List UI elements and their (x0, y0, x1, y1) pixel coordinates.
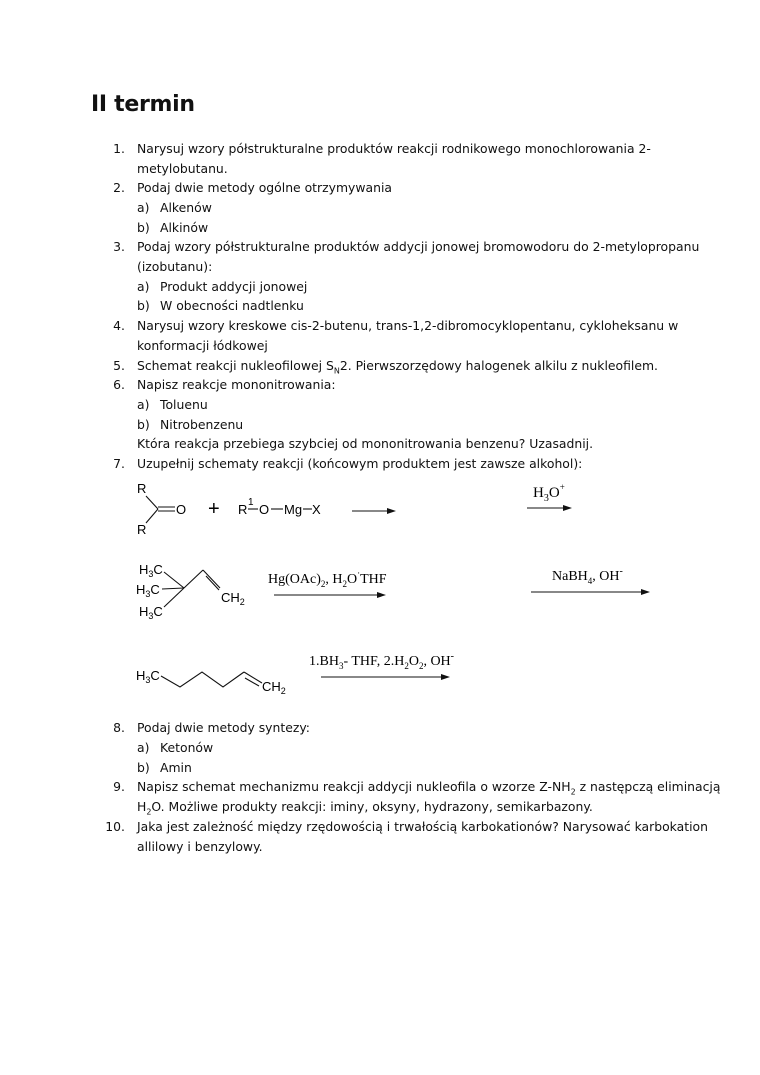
question-number: 1. (113, 141, 125, 156)
ch2-terminal: $CH_2$ (262, 679, 286, 696)
question-text-continued: $H_2O$. Możliwe produkty reakcji: iminy, oksyny, hydrazony, semikarbazony. (137, 799, 593, 817)
question-text: Narysuj wzory kreskowe cis-2-butenu, trans-1,2-dibromocyklopentanu, cykloheksanu w (137, 318, 679, 333)
question-text: Narysuj wzory półstrukturalne produktów reakcji rodnikowego monochlorowania 2- (137, 141, 651, 156)
bond (162, 588, 184, 589)
carbon-chain (161, 672, 244, 687)
grignard-halogen: X (312, 502, 321, 517)
double-bond-outer (203, 570, 220, 588)
double-bond-inner (206, 576, 219, 590)
reagent-h3o: $H_3O^+$ (533, 482, 565, 504)
question-text: Napisz schemat mechanizmu reakcji addycji nukleofila o wzorze $Z-NH_2$ z następczą eliminacją (137, 779, 721, 797)
arrow-head (387, 508, 396, 514)
ketone-r-bottom: R (137, 522, 147, 537)
question-text: Podaj dwie metody syntezy: (137, 720, 310, 735)
grignard-oxygen: O (259, 502, 270, 517)
question-number: 10. (105, 819, 125, 834)
subitem-label: b) (137, 760, 150, 775)
double-bond-inner (245, 678, 259, 686)
subitem-text: W obecności nadtlenku (160, 298, 304, 313)
reagent-hydroboration: $1.BH_3-$ THF, $2.H_2O_2$, OH- (309, 651, 455, 671)
arrow-head (563, 505, 572, 511)
double-bond-outer (244, 672, 262, 683)
question-followup: Która reakcja przebiega szybciej od mononitrowania benzenu? Uzasadnij. (137, 436, 594, 451)
bond (146, 496, 158, 509)
question-text-continued: allilowy i benzylowy. (137, 839, 263, 854)
subitem-text: Alkinów (160, 220, 209, 235)
subitem-label: b) (137, 220, 150, 235)
question-number: 2. (113, 180, 125, 195)
scheme-2 (136, 562, 650, 621)
arrow-head (377, 592, 386, 598)
plus-sign: + (208, 498, 220, 520)
question-number: 4. (113, 318, 125, 333)
ketone-oxygen: O (176, 502, 187, 517)
scheme-3 (136, 651, 454, 696)
subitem-text: Produkt addycji jonowej (160, 279, 308, 294)
question-text: Podaj wzory półstrukturalne produktów addycji jonowej bromowodoru do 2-metylopropanu (137, 239, 700, 254)
question-text: Jaka jest zależność między rzędowością i trwałością karbokationów? Narysować karbokation (137, 819, 708, 834)
question-text-continued: konformacji łódkowej (137, 338, 268, 353)
reagent-nabh4: NaBH$_4$, OH- (552, 566, 623, 586)
question-number: 7. (113, 456, 125, 471)
arrow-head (641, 589, 650, 595)
methyl-group-top: $H_3C$ (139, 562, 163, 579)
ketone-r-top: R (137, 481, 147, 496)
subitem-text: Ketonów (160, 740, 214, 755)
question-text-continued: metylobutanu. (137, 161, 228, 176)
methyl-group-bottom: $H_3C$ (139, 604, 163, 621)
subitem-label: b) (137, 298, 150, 313)
reaction-schemes-figure (0, 470, 760, 710)
question-number: 8. (113, 720, 125, 735)
reagent-hg-oac: $Hg(OAc)_2$, $H_2O^\cdot THF$ (268, 568, 387, 589)
bond (164, 572, 184, 588)
question-text: Schemat reakcji nukleofilowej $S_N2$. Pierwszorzędowy halogenek alkilu z nukleofilem. (137, 358, 658, 376)
page-title: II termin (91, 92, 195, 117)
question-text: Podaj dwie metody ogólne otrzymywania (137, 180, 392, 195)
subitem-text: Nitrobenzenu (160, 417, 244, 432)
subitem-text: Alkenów (160, 200, 212, 215)
methyl-group: $H_3C$ (136, 668, 160, 685)
grignard-r: R (238, 502, 248, 517)
subitem-label: a) (137, 740, 150, 755)
subitem-label: a) (137, 200, 150, 215)
question-text-continued: (izobutanu): (137, 259, 213, 274)
subitem-text: Toluenu (160, 397, 208, 412)
methyl-group-middle: $H_3C$ (136, 582, 160, 599)
question-text: Napisz reakcje mononitrowania: (137, 377, 336, 392)
subitem-text: Amin (160, 760, 192, 775)
arrow-head (441, 674, 450, 680)
ch2-terminal: $CH_2$ (221, 590, 245, 607)
subitem-label: a) (137, 397, 150, 412)
bond (146, 509, 158, 523)
question-number: 5. (113, 358, 125, 373)
question-text: Uzupełnij schematy reakcji (końcowym produktem jest zawsze alkohol): (137, 456, 583, 471)
grignard-superscript: 1 (248, 497, 254, 508)
question-number: 6. (113, 377, 125, 392)
bond (184, 570, 203, 588)
question-number: 9. (113, 779, 125, 794)
subitem-label: b) (137, 417, 150, 432)
question-number: 3. (113, 239, 125, 254)
bond (164, 588, 184, 607)
subitem-label: a) (137, 279, 150, 294)
grignard-magnesium: Mg (284, 502, 303, 517)
scheme-1 (137, 481, 572, 537)
